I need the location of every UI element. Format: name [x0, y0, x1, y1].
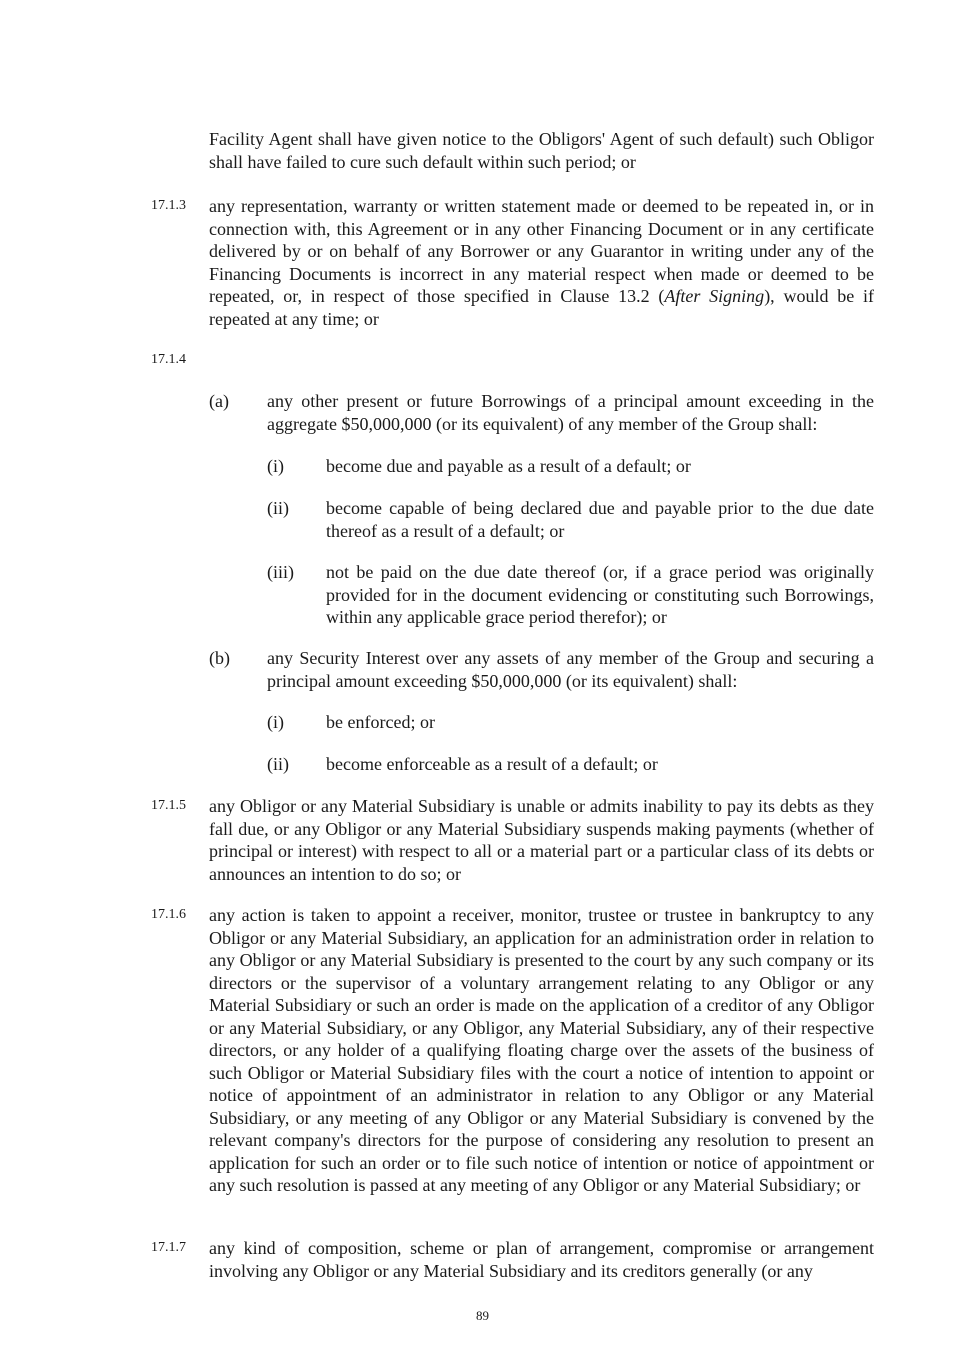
clause-number: 17.1.4: [151, 352, 186, 367]
item-text: not be paid on the due date thereof (or, if a grace period was originally provided for in the document evidencing or constituting such Borrowings, within any applicable grace period therefor); or: [326, 562, 874, 627]
clause-number: 17.1.5: [151, 798, 186, 813]
subclause-text: any Security Interest over any assets of any member of the Group and securing a principal amount exceeding $50,000,000 (or its equivalent) shall:: [267, 648, 874, 691]
subclause-label: (a): [209, 391, 229, 411]
item-text: become due and payable as a result of a default; or: [326, 456, 691, 476]
item-text: become enforceable as a result of a default; or: [326, 754, 658, 774]
item-text: be enforced; or: [326, 712, 435, 732]
item-label: (ii): [267, 754, 289, 774]
item-text: become capable of being declared due and payable prior to the due date thereof as a result of a default; or: [326, 498, 874, 541]
continuation-paragraph: Facility Agent shall have given notice to the Obligors' Agent of such default) such Obligor shall have failed to cure such default within such period; or: [209, 129, 874, 172]
item-label: (ii): [267, 498, 289, 518]
clause-number: 17.1.7: [151, 1240, 186, 1255]
item-label: (i): [267, 456, 284, 476]
clause-number: 17.1.3: [151, 198, 186, 213]
clause-text: any kind of composition, scheme or plan of arrangement, compromise or arrangement involving any Obligor or any Material Subsidiary and its creditors generally (or any: [209, 1238, 874, 1281]
clause-text: any Obligor or any Material Subsidiary is unable or admits inability to pay its debts as they fall due, or any Obligor or any Material Subsidiary suspends making payments (whether of principal or interest) with respect to all or a material part or a particular class of its debts or announces an intention to do so; or: [209, 796, 874, 884]
subclause-label: (b): [209, 648, 230, 668]
clause-number: 17.1.6: [151, 907, 186, 922]
clause-text: any representation, warranty or written statement made or deemed to be repeated in, or in connection with, this Agreement or in any other Financing Document or in any certificate delivered by or on behalf of any Borrower or any Guarantor in writing under any of the Financing Documents is incorrect in any material respect when made or deemed to be repeated, or, in respect of those specified in Clause 13.2 (After Signing), would be if repeated at any time; or: [209, 196, 874, 329]
subclause-text: any other present or future Borrowings of a principal amount exceeding in the aggregate $50,000,000 (or its equivalent) of any member of the Group shall:: [267, 391, 874, 434]
page-number: 89: [476, 1308, 489, 1323]
item-label: (iii): [267, 562, 294, 582]
item-label: (i): [267, 712, 284, 732]
clause-text: any action is taken to appoint a receiver, monitor, trustee or trustee in bankruptcy to any Obligor or any Material Subsidiary, an application for an administration order in relation to any Obligor or any Material Subsidiary is presented to the court by any such company or its directors or the supervisor of a voluntary arrangement relating to any Obligor or any Material Subsidiary or such an order is made on the application of a creditor of any Obligor or any Material Subsidiary, or any Obligor, any Material Subsidiary, any of their respective directors, or any holder of a qualifying floating charge over the assets of the business of such Obligor or Material Subsidiary files with the court a notice of intention to appoint or notice of appointment of an administrator in relation to any Obligor or any Material Subsidiary, or any meeting of any Obligor or any Material Subsidiary is convened by the relevant company's directors for the purpose of considering any resolution to present an application for such an order or to file such notice of intention or notice of appointment or any such resolution is passed at any meeting of any Obligor or any Material Subsidiary; or: [209, 905, 874, 1195]
